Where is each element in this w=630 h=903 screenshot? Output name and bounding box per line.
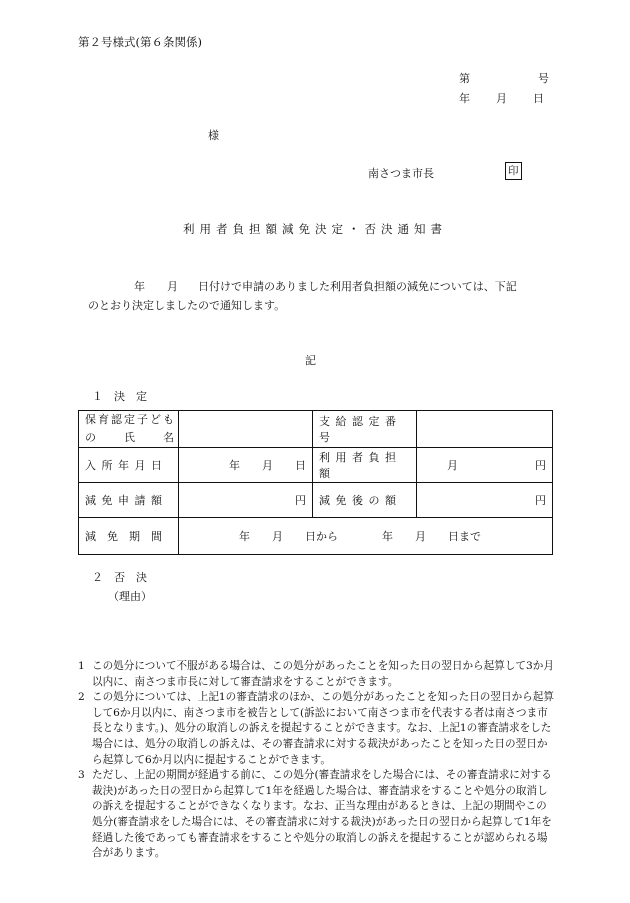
child-name-label xyxy=(79,411,179,448)
child-name-field[interactable] xyxy=(179,411,313,448)
form-number: 第２号様式(第６条関係) xyxy=(78,35,202,49)
body-month: 月 xyxy=(167,280,178,293)
user-burden-field[interactable]: 月 円 xyxy=(417,448,553,483)
doc-no-suffix: 号 xyxy=(538,72,549,85)
reason-label: （理由） xyxy=(108,590,152,603)
entry-date-label: 入 所 年 月 日 xyxy=(79,448,179,483)
body-year: 年 xyxy=(134,280,145,293)
list-item xyxy=(78,659,556,690)
cert-number-label: 支 給 認 定 番 号 xyxy=(313,411,417,448)
body-line-2: のとおり決定しましたので通知します。 xyxy=(88,299,286,312)
sender: 南さつま市長 xyxy=(368,167,434,180)
after-reduction-label: 減 免 後 の 額 xyxy=(313,483,417,518)
period-field[interactable]: 年 月 日から 年 月 日まで xyxy=(179,518,553,555)
date-day: 日 xyxy=(533,92,544,105)
note-text: この処分については、上記1の審査請求のほか、この処分があったことを知った日の翌日から起算して6か月以内に、南さつま市を被告として(訴訟において南さつま市を代表する者は南さつま市長となります。)、処分の取消しの訴えを提起することができます。なお、上記1の審査請求をした場合には、処分の取消しの訴えは、その審査請求に対する裁決があったことを知った日の翌日から起算して6か月以内に提起することができます。 xyxy=(92,691,554,766)
entry-date-field[interactable]: 年 月 日 xyxy=(179,448,313,483)
note-number: 2 xyxy=(78,691,85,704)
application-amount-label: 減 免 申 請 額 xyxy=(79,483,179,518)
legal-notes xyxy=(78,659,556,862)
child-name-label-text: 保育認定子ども の 氏 名 xyxy=(85,413,176,444)
notice-body xyxy=(88,277,558,315)
user-burden-label: 利 用 者 負 担 額 xyxy=(313,448,417,483)
decision-table xyxy=(78,410,553,555)
cert-number-field[interactable] xyxy=(417,411,553,448)
document-number xyxy=(459,70,549,86)
addressee: 様 xyxy=(208,129,219,142)
doc-no-prefix: 第 xyxy=(459,72,470,85)
table-row xyxy=(79,518,553,555)
table-row xyxy=(79,411,553,448)
body-line-1 xyxy=(88,277,558,296)
note-text: ただし、上記の期間が経過する前に、この処分(審査請求をした場合には、その審査請求に対する裁決)があった日の翌日から起算して1年を経過した場合は、審査請求をすることや処分の取消しの訴えを提起することができなくなります。なお、正当な理由があるときは、上記の期間やこの処分(審査請求をした場合には、その審査請求に対する裁決)があった日の翌日から起算して1年を経過した後であっても審査請求をすることや処分の取消しの訴えを提起することが認められる場合があります。 xyxy=(92,769,552,860)
after-reduction-field[interactable]: 円 xyxy=(417,483,553,518)
list-item xyxy=(78,690,556,768)
date-year: 年 xyxy=(459,92,470,105)
table-row xyxy=(79,448,553,483)
seal-mark: 印 xyxy=(505,162,522,180)
document-title: 利用者負担額減免決定・否決通知書 xyxy=(183,222,447,236)
table-row xyxy=(79,483,553,518)
note-number: 1 xyxy=(78,660,85,672)
list-item xyxy=(78,768,556,862)
issue-date xyxy=(459,90,544,106)
note-text: この処分について不服がある場合は、この処分があったことを知った日の翌日から起算して3か月以内に、南さつま市長に対して審査請求をすることができます。 xyxy=(92,660,554,688)
note-number: 3 xyxy=(78,769,85,782)
period-label: 減 免 期 間 xyxy=(79,518,179,555)
date-month: 月 xyxy=(496,92,507,105)
section-rejection: ２ 否 決 xyxy=(92,571,147,584)
body-text-1: 日付けで申請のありました利用者負担額の減免については、下記 xyxy=(198,280,517,293)
application-amount-field[interactable]: 円 xyxy=(179,483,313,518)
ki-heading: 記 xyxy=(305,354,316,367)
section-decision: １ 決 定 xyxy=(92,390,147,403)
